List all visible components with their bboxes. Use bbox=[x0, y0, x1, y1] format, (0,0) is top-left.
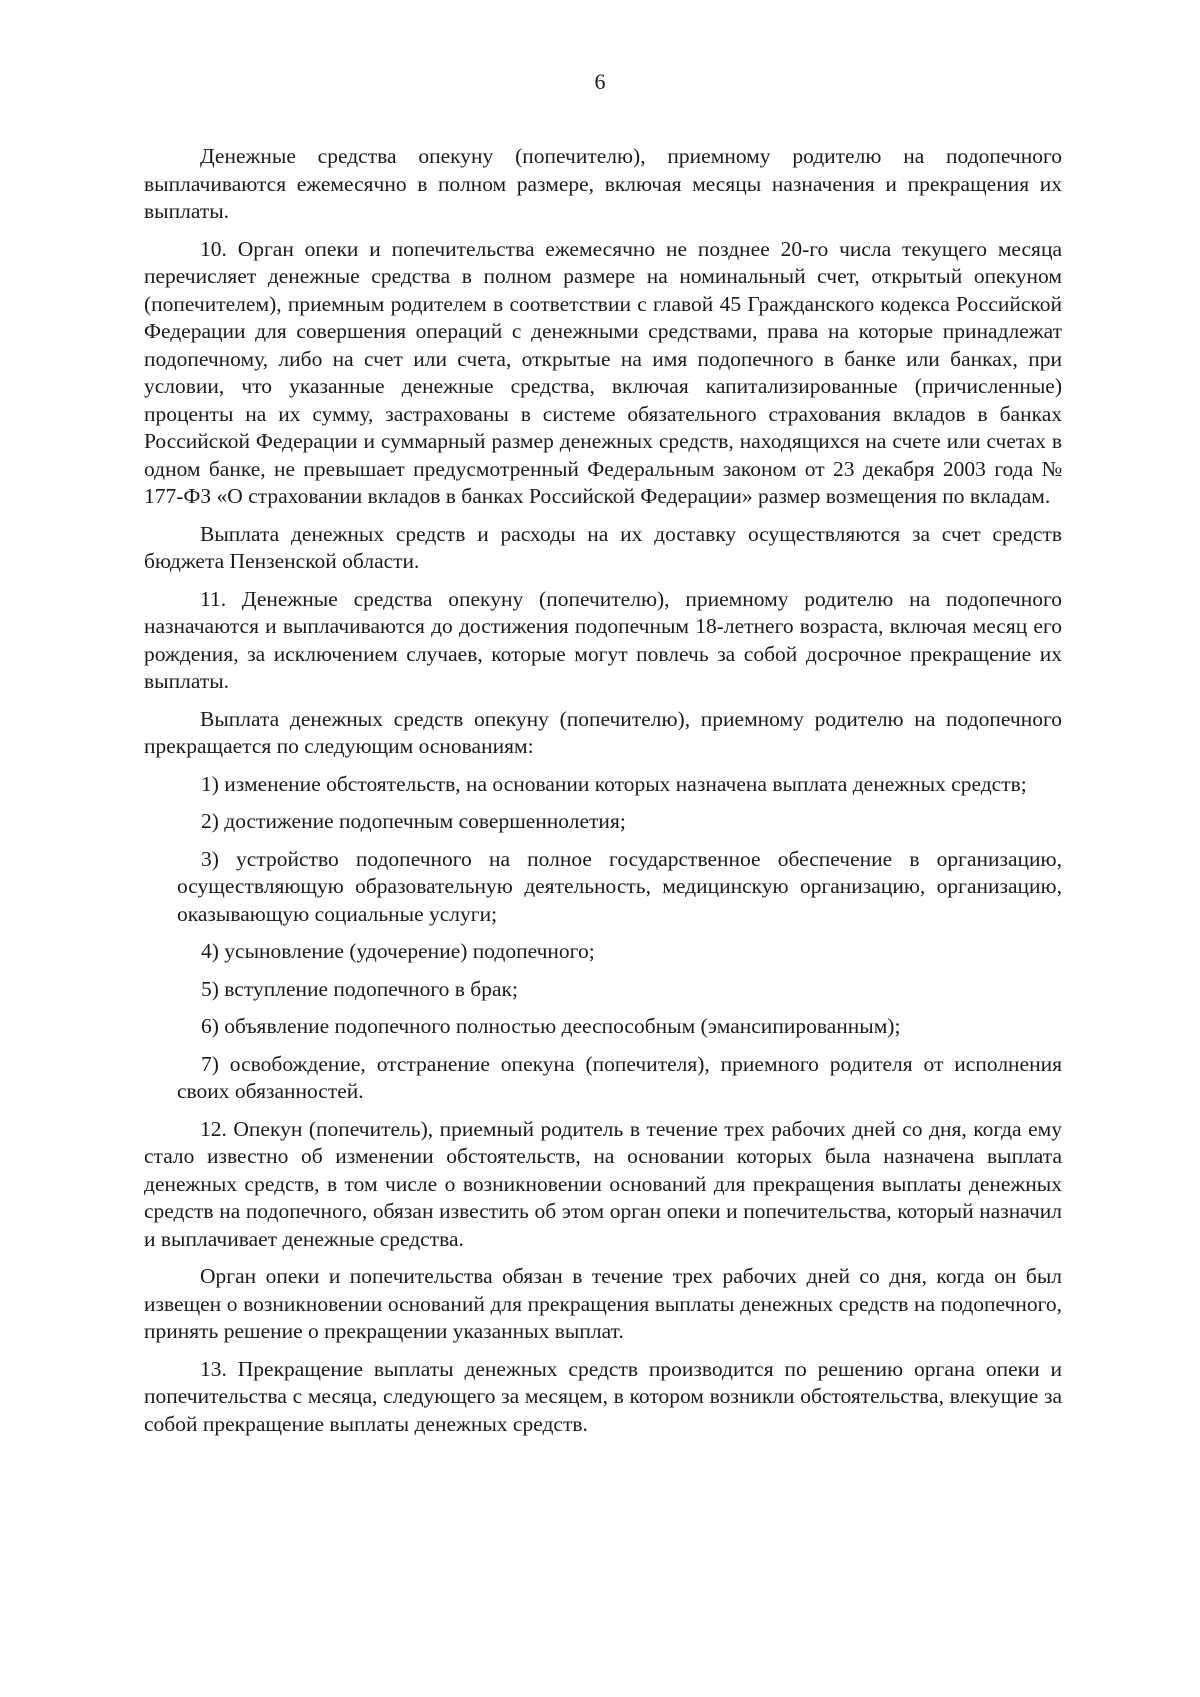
paragraph-item-13: 13. Прекращение выплаты денежных средств производится по решению органа опеки и попечительства с месяца, следующего за месяцем, в котором возникли обстоятельства, влекущие за собой прекращение выплаты денежных средств. bbox=[144, 1356, 1062, 1436]
termination-grounds-list bbox=[144, 771, 1062, 1106]
paragraph-funding-source: Выплата денежных средств и расходы на их доставку осуществляются за счет средств бюджета Пензенской области. bbox=[144, 521, 1062, 573]
list-item: 2) достижение подопечным совершеннолетия; bbox=[201, 809, 626, 833]
paragraph-item-12: 12. Опекун (попечитель), приемный родитель в течение трех рабочих дней со дня, когда ему стало известно об изменении обстоятельств, на основании которых была назначена выплата денежных средств, в том числе о возникновении оснований для прекращения выплаты денежных средств на подопечного, обязан известить об этом орган опеки и попечительства, который назначил и выплачивает денежные средства. bbox=[144, 1116, 1062, 1251]
list-item: 3) устройство подопечного на полное государственное обеспечение в организацию, осуществляющую образовательную деятельность, медицинскую организацию, организацию, оказывающую социальные услуги; bbox=[177, 846, 1062, 926]
list-item: 7) освобождение, отстранение опекуна (попечителя), приемного родителя от исполнения своих обязанностей. bbox=[177, 1051, 1062, 1103]
list-item: 5) вступление подопечного в брак; bbox=[201, 976, 518, 1001]
document-body bbox=[144, 143, 1062, 1448]
list-item: 1) изменение обстоятельств, на основании которых назначена выплата денежных средств; bbox=[201, 771, 1027, 796]
paragraph-decision-deadline: Орган опеки и попечительства обязан в течение трех рабочих дней со дня, когда он был извещен о возникновении оснований для прекращения выплаты денежных средств на подопечного, принять решение о прекращении указанных выплат. bbox=[144, 1264, 1062, 1343]
list-item: 6) объявление подопечного полностью дееспособным (эмансипированным); bbox=[201, 1014, 901, 1038]
page-number: 6 bbox=[594, 69, 606, 94]
paragraph-item-11: 11. Денежные средства опекуну (попечителю), приемному родителю на подопечного назначаются и выплачиваются до достижения подопечным 18-летнего возраста, включая месяц его рождения, за исключением случаев, которые могут повлечь за собой досрочное прекращение их выплаты. bbox=[144, 586, 1062, 693]
paragraph-termination-grounds: Выплата денежных средств опекуну (попечителю), приемному родителю на подопечного прекращается по следующим основаниям: bbox=[144, 706, 1062, 758]
paragraph-payment-monthly: Денежные средства опекуну (попечителю), приемному родителю на подопечного выплачиваются ежемесячно в полном размере, включая месяцы назначения и прекращения их выплаты. bbox=[144, 144, 1062, 223]
paragraph-item-10: 10. Орган опеки и попечительства ежемесячно не позднее 20-го числа текущего месяца перечисляет денежные средства в полном размере на номинальный счет, открытый опекуном (попечителем), приемным родителем в соответствии с главой 45 Гражданского кодекса Российской Федерации для совершения операций с денежными средствами, права на которые принадлежат подопечному, либо на счет или счета, открытые на имя подопечного в банке или банках, при условии, что указанные денежные средства, включая капитализированные (причисленные) проценты на их сумму, застрахованы в системе обязательного страхования вкладов в банках Российской Федерации и суммарный размер денежных средств, находящихся на счете или счетах в одном банке, не превышает предусмотренный Федеральным законом от 23 декабря 2003 года № 177-ФЗ «О страховании вкладов в банках Российской Федерации» размер возмещения по вкладам. bbox=[144, 236, 1062, 508]
list-item: 4) усыновление (удочерение) подопечного; bbox=[201, 939, 595, 963]
